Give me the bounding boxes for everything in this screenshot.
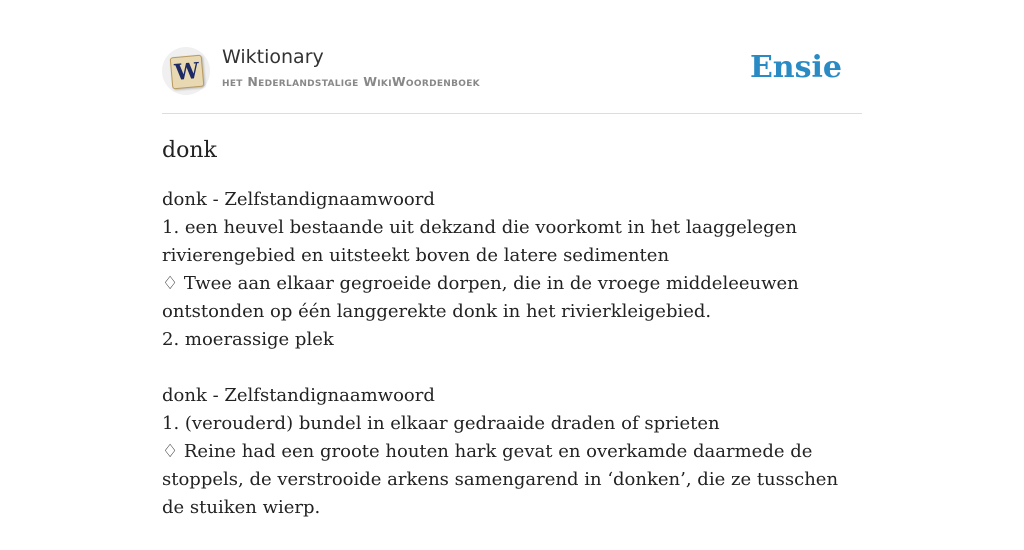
entry-heading: donk - Zelfstandignaamwoord: [162, 189, 435, 210]
definition-content: [162, 186, 862, 522]
ensie-brand-link[interactable]: Ensie: [749, 50, 842, 85]
definition-line: 1. een heuvel bestaande uit dekzand die voorkomt in het laaggelegen rivierengebied en uitsteekt boven de latere sedimenten: [162, 217, 797, 266]
site-title[interactable]: Wiktionary: [222, 46, 324, 68]
site-subtitle: het Nederlandstalige WikiWoordenboek: [222, 74, 480, 89]
entry: [162, 382, 862, 522]
site-header: [162, 0, 862, 114]
wiktionary-logo-icon: W: [170, 55, 205, 90]
example-line: ♢ Reine had een groote houten hark gevat en overkamde daarmede de stoppels, de verstrooide arkens samengarend in ‘donken’, die ze tusschen de stuiken wierp.: [162, 441, 839, 518]
entry-heading: donk - Zelfstandignaamwoord: [162, 385, 435, 406]
page-container: [162, 0, 862, 550]
page-title: donk: [162, 138, 217, 163]
definition-line: 1. (verouderd) bundel in elkaar gedraaide draden of sprieten: [162, 413, 720, 434]
example-line: ♢ Twee aan elkaar gegroeide dorpen, die in de vroege middeleeuwen ontstonden op één langgerekte donk in het rivierkleigebied.: [162, 273, 799, 322]
entry: [162, 186, 862, 354]
definition-line: 2. moerassige plek: [162, 329, 334, 350]
wiktionary-logo[interactable]: [162, 47, 210, 95]
